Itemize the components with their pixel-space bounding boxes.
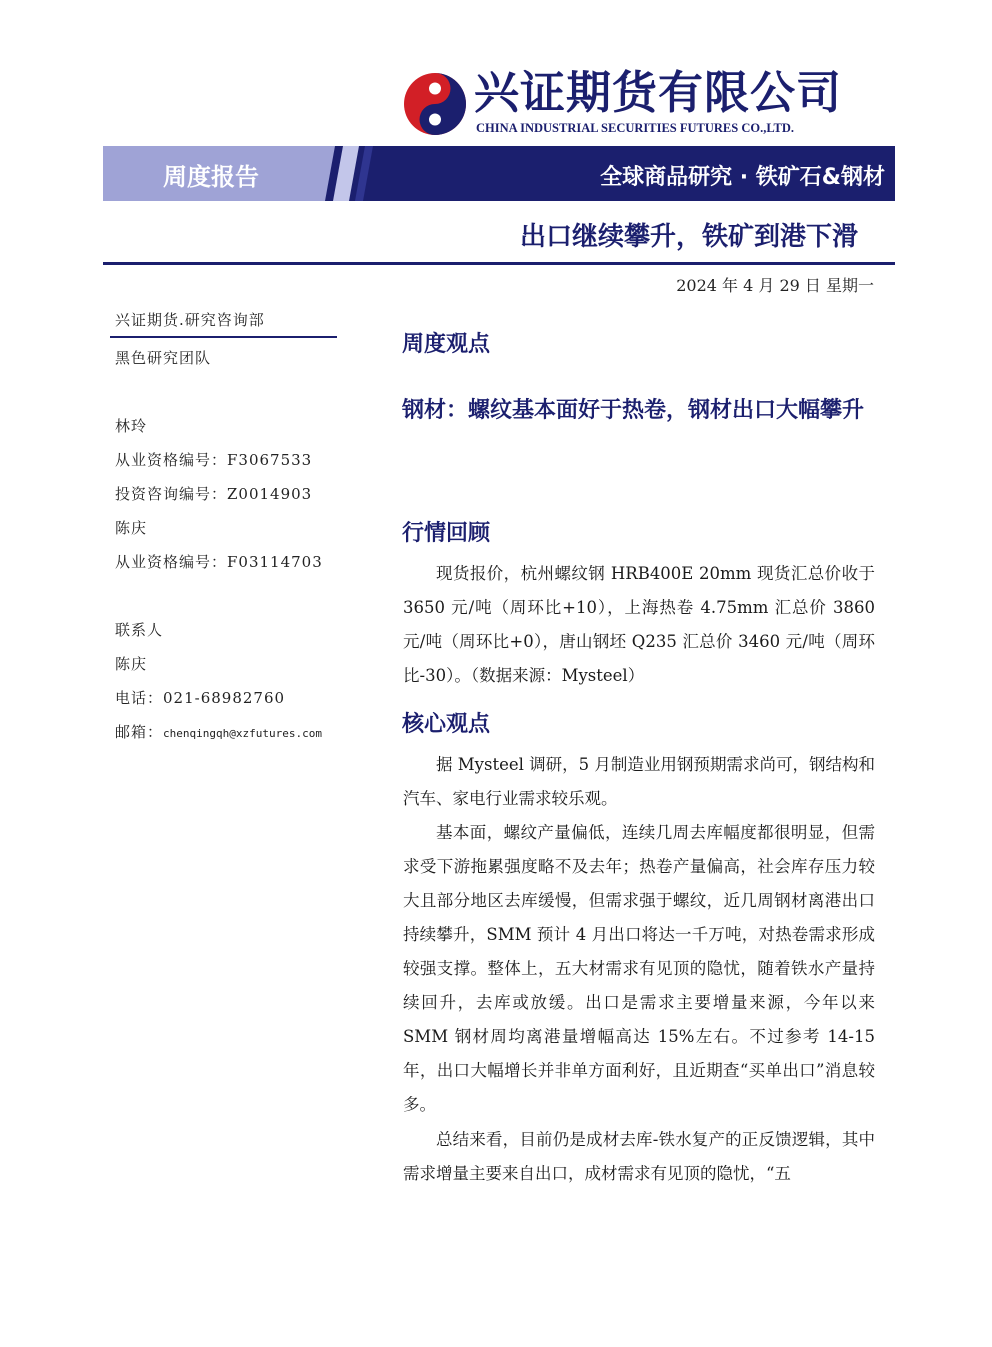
core-paragraph-3: 总结来看，目前仍是成材去库-铁水复产的正反馈逻辑，其中需求增量主要来自出口，成材需求有见顶的隐忧，“五 xyxy=(403,1130,875,1183)
contact-email-row xyxy=(115,721,322,742)
sidebar-divider xyxy=(110,336,337,338)
sidebar-team: 黑色研究团队 xyxy=(115,349,212,367)
company-name-cn: 兴证期货有限公司 xyxy=(474,66,843,119)
analyst-name: 陈庆 xyxy=(115,519,148,537)
sidebar-department: 兴证期货.研究咨询部 xyxy=(115,311,265,329)
analyst-license: 从业资格编号：F3067533 xyxy=(115,451,313,469)
contact-email-link[interactable]: chenqingqh@xzfutures.com xyxy=(163,727,322,740)
review-paragraph: 现货报价，杭州螺纹钢 HRB400E 20mm 现货汇总价收于 3650 元/吨（周环比+10），上海热卷 4.75mm 汇总价 3860 元/吨（周环比+0），唐山钢坯 Q235 汇总价 3460 元/吨（周环比-30）。（数据来源：Mysteel） xyxy=(403,564,875,685)
report-headline: 出口继续攀升，铁矿到港下滑 xyxy=(519,222,858,252)
research-category: 全球商品研究 · 铁矿石&钢材 xyxy=(600,165,885,190)
analyst-invest-license: 投资咨询编号：Z0014903 xyxy=(115,485,313,503)
report-date: 2024 年 4 月 29 日 星期一 xyxy=(676,276,874,295)
header-divider xyxy=(103,262,895,265)
contact-label: 联系人 xyxy=(115,621,164,639)
report-type-label: 周度报告 xyxy=(163,163,259,191)
report-banner xyxy=(103,146,895,201)
core-title: 核心观点 xyxy=(402,712,491,737)
company-name-en: CHINA INDUSTRIAL SECURITIES FUTURES CO.,LTD. xyxy=(476,121,795,135)
review-title: 行情回顾 xyxy=(402,521,491,546)
email-label: 邮箱： xyxy=(115,723,164,741)
section-title: 周度观点 xyxy=(402,332,491,357)
analyst-license: 从业资格编号：F03114703 xyxy=(115,553,323,571)
company-logo-icon xyxy=(403,72,467,136)
core-paragraph-1: 据 Mysteel 调研，5 月制造业用钢预期需求尚可，钢结构和汽车、家电行业需求较乐观。 xyxy=(403,755,875,808)
analyst-name: 林玲 xyxy=(115,417,148,435)
core-paragraph-2: 基本面，螺纹产量偏低，连续几周去库幅度都很明显，但需求受下游拖累强度略不及去年；热卷产量偏高，社会库存压力较大且部分地区去库缓慢，但需求强于螺纹，近几周钢材离港出口持续攀升，SMM 预计 4 月出口将达一千万吨，对热卷需求形成较强支撑。整体上，五大材需求有见顶的隐忧，随着铁水产量持续回升，去库或放缓。出口是需求主要增量来源，今年以来 SMM 钢材周均离港量增幅高达 15%左右。不过参考 14-15 年，出口大幅增长并非单方面利好，且近期查“买单出口”消息较多。 xyxy=(403,823,875,1114)
sub-heading: 钢材：螺纹基本面好于热卷，钢材出口大幅攀升 xyxy=(402,398,865,423)
contact-phone: 电话：021-68982760 xyxy=(115,689,286,707)
contact-name: 陈庆 xyxy=(115,655,148,673)
